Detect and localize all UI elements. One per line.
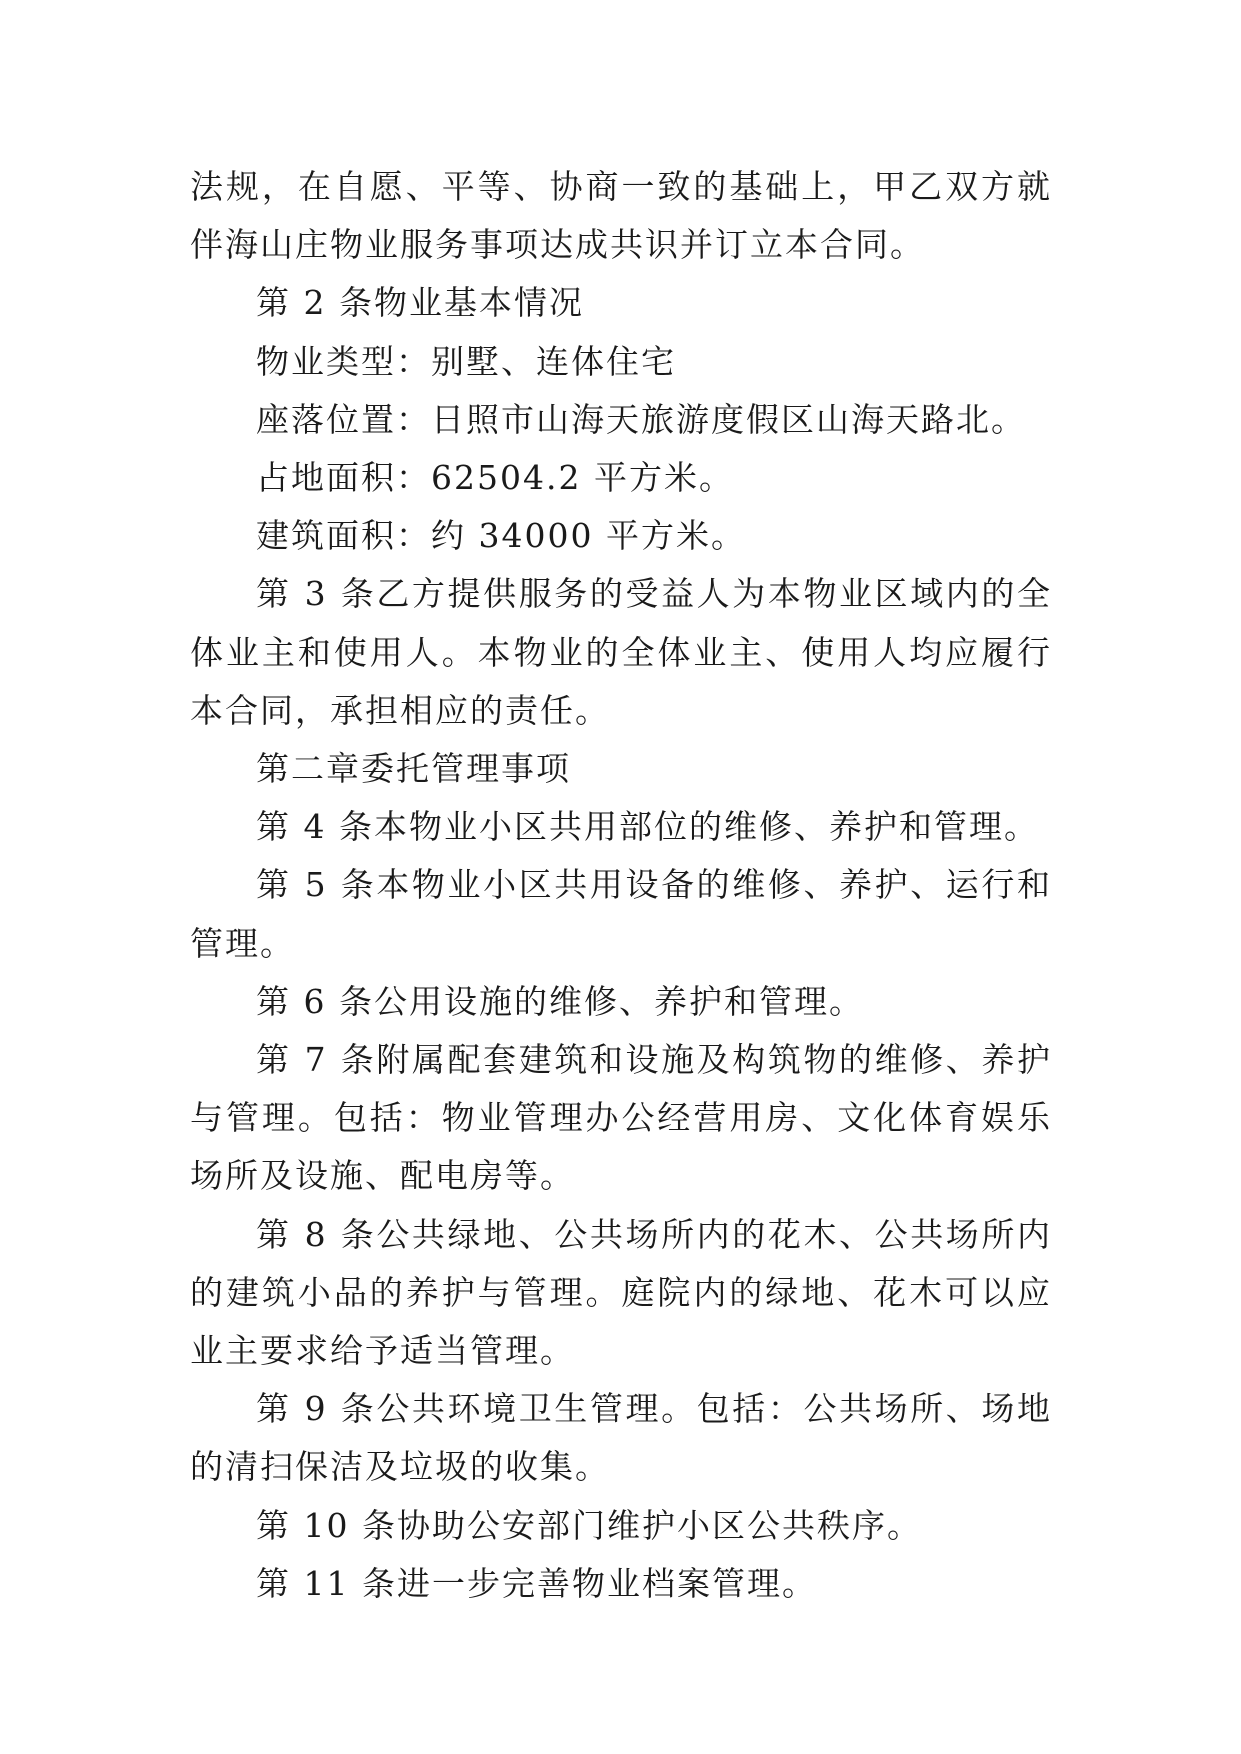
paragraph-land-area: 占地面积：62504.2 平方米。	[256, 458, 734, 498]
paragraph-article-5: 第 5 条本物业小区共用设备的维修、养护、运行和管理。	[190, 865, 1052, 963]
paragraph-article-3: 第 3 条乙方提供服务的受益人为本物业区域内的全体业主和使用人。本物业的全体业主、使用人均应履行本合同，承担相应的责任。	[190, 574, 1052, 730]
paragraph-article-2-heading: 第 2 条物业基本情况	[256, 283, 584, 323]
paragraph-property-type: 物业类型：别墅、连体住宅	[256, 341, 676, 381]
paragraph-chapter-2-heading: 第二章委托管理事项	[256, 749, 571, 789]
paragraph-article-9: 第 9 条公共环境卫生管理。包括：公共场所、场地的清扫保洁及垃圾的收集。	[190, 1389, 1052, 1487]
contract-body	[190, 158, 1052, 1613]
paragraph-article-6: 第 6 条公用设施的维修、养护和管理。	[256, 981, 864, 1021]
paragraph-article-11: 第 11 条进一步完善物业档案管理。	[256, 1563, 817, 1603]
paragraph-location: 座落位置：日照市山海天旅游度假区山海天路北。	[256, 399, 1026, 439]
paragraph-article-10: 第 10 条协助公安部门维护小区公共秩序。	[256, 1505, 922, 1545]
paragraph-article-7: 第 7 条附属配套建筑和设施及构筑物的维修、养护与管理。包括：物业管理办公经营用房、文化体育娱乐场所及设施、配电房等。	[190, 1040, 1052, 1196]
paragraph-intro-continued: 法规，在自愿、平等、协商一致的基础上，甲乙双方就伴海山庄物业服务事项达成共识并订立本合同。	[190, 167, 1052, 265]
paragraph-article-4: 第 4 条本物业小区共用部位的维修、养护和管理。	[256, 807, 1039, 847]
paragraph-building-area: 建筑面积：约 34000 平方米。	[256, 516, 746, 556]
paragraph-article-8: 第 8 条公共绿地、公共场所内的花木、公共场所内的建筑小品的养护与管理。庭院内的绿地、花木可以应业主要求给予适当管理。	[190, 1214, 1052, 1371]
